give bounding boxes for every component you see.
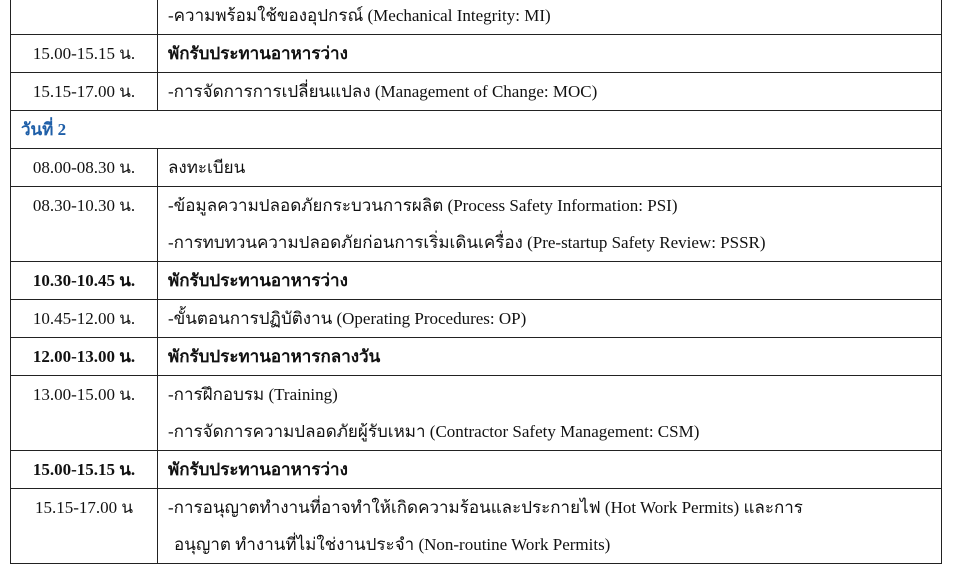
time-cell: 10.30-10.45 น. [11,262,158,300]
activity-cell [158,451,942,489]
day-header-row [11,111,942,149]
schedule-row [11,262,942,300]
activity-cell [158,376,942,451]
schedule-row [11,35,942,73]
activity-cell [158,0,942,35]
activity-line: -ข้อมูลความปลอดภัยกระบวนการผลิต (Process Safety Information: PSI) [168,196,678,215]
activity-cell [158,187,942,262]
activity-line: -การจัดการการเปลี่ยนแปลง (Management of Change: MOC) [168,82,598,101]
schedule-row [11,338,942,376]
schedule-row [11,489,942,564]
schedule-row [11,0,942,35]
activity-cell [158,338,942,376]
day-label: วันที่ 2 [11,111,942,149]
time-cell: 08.30-10.30 น. [11,187,158,262]
time-cell: 15.15-17.00 น [11,489,158,564]
time-cell: 15.00-15.15 น. [11,451,158,489]
break-line: พักรับประทานอาหารกลางวัน [168,347,381,366]
activity-cell [158,35,942,73]
time-cell: 15.00-15.15 น. [11,35,158,73]
activity-cell [158,149,942,187]
time-cell: 08.00-08.30 น. [11,149,158,187]
schedule-row [11,451,942,489]
break-line: พักรับประทานอาหารว่าง [168,271,348,290]
schedule-table [10,0,942,564]
time-cell: 10.45-12.00 น. [11,300,158,338]
activity-line: -ความพร้อมใช้ของอุปกรณ์ (Mechanical Integrity: MI) [168,6,551,25]
time-cell: 12.00-13.00 น. [11,338,158,376]
schedule-row [11,187,942,262]
time-cell: 13.00-15.00 น. [11,376,158,451]
activity-line: -การจัดการความปลอดภัยผู้รับเหมา (Contractor Safety Management: CSM) [168,422,700,441]
break-line: พักรับประทานอาหารว่าง [168,460,348,479]
activity-line: -ขั้นตอนการปฏิบัติงาน (Operating Procedures: OP) [168,309,527,328]
activity-cell [158,73,942,111]
schedule-row [11,73,942,111]
schedule-row [11,300,942,338]
activity-cell [158,300,942,338]
activity-line: -การอนุญาตทำงานที่อาจทำให้เกิดความร้อนและประกายไฟ (Hot Work Permits) และการ [168,498,803,517]
time-cell: 15.15-17.00 น. [11,73,158,111]
activity-line: ลงทะเบียน [168,158,246,177]
time-cell [11,0,158,35]
break-line: พักรับประทานอาหารว่าง [168,44,348,63]
schedule-row [11,149,942,187]
activity-line: -การฝึกอบรม (Training) [168,385,338,404]
activity-line: -การทบทวนความปลอดภัยก่อนการเริ่มเดินเครื่อง (Pre-startup Safety Review: PSSR) [168,233,766,252]
activity-cell [158,489,942,564]
activity-line: อนุญาต ทำงานที่ไม่ใช่งานประจำ (Non-routine Work Permits) [174,535,611,554]
schedule-row [11,376,942,451]
activity-cell [158,262,942,300]
